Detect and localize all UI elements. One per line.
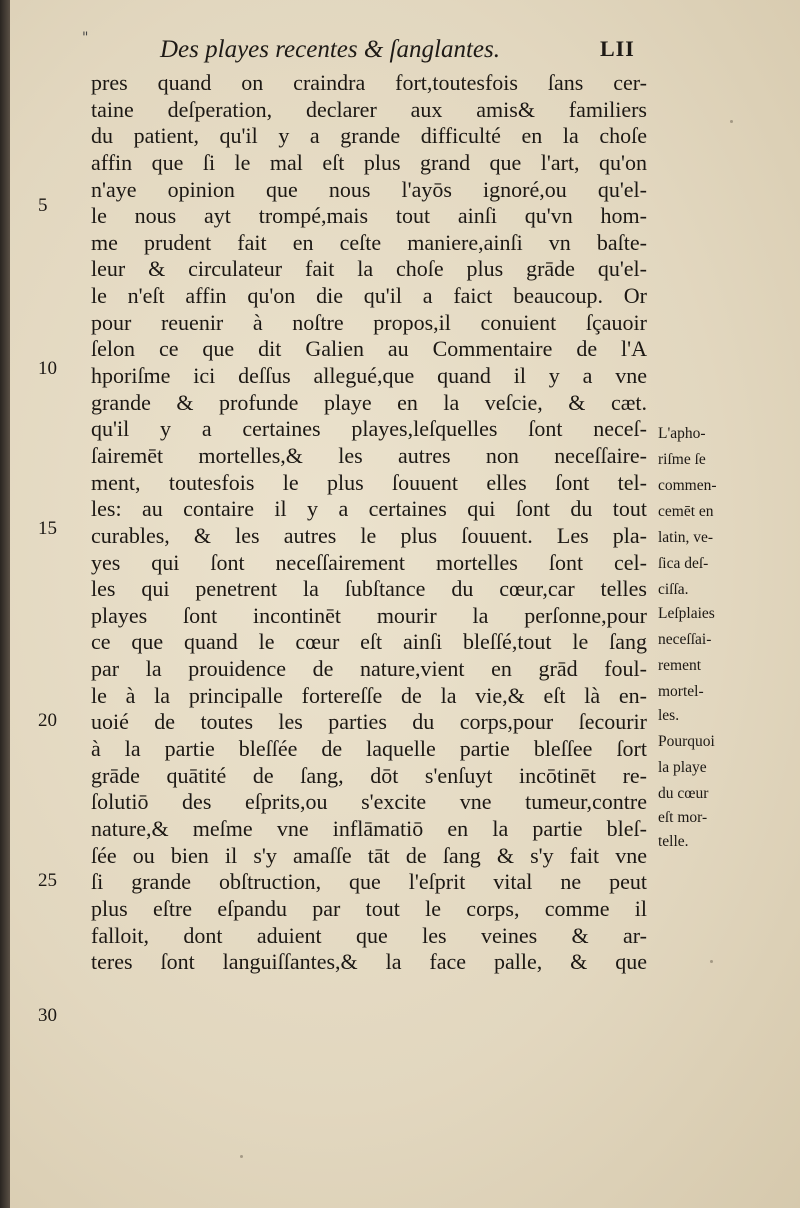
text-line: n'aye opinion que nous l'ayōs ignoré,ou qu'el- [91,176,647,202]
text-line: ſelon ce que dit Galien au Commentaire de l'A [91,336,647,362]
text-line: affin que ſi le mal eſt plus grand que l'art, qu'on [91,149,647,175]
text-line: ſairemēt mortelles,& les autres non neceſſaire- [91,442,647,468]
text-line: par la prouidence de nature,vient en grād foul- [91,656,647,682]
line-number: 30 [38,1005,57,1026]
text-line: taine deſperation, declarer aux amis& familiers [91,96,647,122]
margin-note-line: la playe [658,759,707,776]
text-line: à la partie bleſſée de laquelle partie bleſſee ſort [91,736,647,762]
main-text-block [91,70,647,976]
margin-note-line: cemēt en [658,503,714,520]
folio-number: LII [600,36,635,61]
text-line: me prudent fait en ceſte maniere,ainſi vn baſte- [91,229,647,255]
text-line: les: au contaire il y a certaines qui ſont du tout [91,496,647,522]
text-line: qu'il y a certaines playes,leſquelles ſont neceſ- [91,416,647,442]
paper-speck [730,120,733,123]
book-spine-shadow [0,0,10,1208]
margin-note-line: Leſplaies [658,605,715,622]
text-line: playes ſont incontinēt mourir la perſonne,pour [91,602,647,628]
margin-note-line: eſt mor- [658,809,708,826]
text-line: ſée ou bien il s'y amaſſe tāt de ſang & s'y fait vne [91,842,647,868]
margin-note-line: riſme ſe [658,451,706,468]
text-line: grande & profunde playe en la veſcie, & cæt. [91,389,647,415]
text-line: curables, & les autres le plus ſouuent. Les pla- [91,522,647,548]
text-line: pres quand on craindra fort,toutesfois ſans cer- [91,70,647,95]
margin-note-line: commen- [658,477,717,494]
text-line: nature,& meſme vne inflāmatiō en la partie bleſ- [91,815,647,841]
margin-note-line: les. [658,707,680,724]
margin-note-line: ſica deſ- [658,555,709,572]
running-title: Des playes recentes & ſanglantes. [160,36,500,63]
text-line: teres ſont languiſſantes,& la face palle, & que [91,949,647,975]
running-header [160,36,660,68]
margin-note-line: L'apho- [658,425,706,442]
text-line: ce que quand le cœur eſt ainſi bleſſé,tout le ſang [91,629,647,655]
text-line: grāde quātité de ſang, dōt s'enſuyt incōtinēt re- [91,762,647,788]
text-line: ſolutiō des eſprits,ou s'excite vne tumeur,contre [91,789,647,815]
text-line: pour reuenir à noſtre propos,il conuient ſçauoir [91,309,647,335]
text-line: le nous ayt trompé,mais tout ainſi qu'vn hom- [91,203,647,229]
text-line: du patient, qu'il y a grande difficulté en la choſe [91,123,647,149]
text-line: yes qui ſont neceſſairement mortelles ſont cel- [91,549,647,575]
line-number: 25 [38,870,57,891]
corner-mark: " [82,30,89,46]
margin-note-line: telle. [658,833,689,850]
line-number: 15 [38,518,57,539]
line-number: 20 [38,710,57,731]
text-line: le à la principalle fortereſſe de la vie,& eſt là en- [91,682,647,708]
paper-speck [240,1155,243,1158]
line-number: 5 [38,195,48,216]
text-line: plus eſtre eſpandu par tout le corps, comme il [91,895,647,921]
line-number: 10 [38,358,57,379]
margin-note-line: du cœur [658,785,709,802]
book-page [10,0,800,1208]
margin-note-line: latin, ve- [658,529,714,546]
text-line: le n'eſt affin qu'on die qu'il a faict beaucoup. Or [91,283,647,309]
margin-note-line: neceſſai- [658,631,712,648]
margin-note-line: rement [658,657,702,674]
margin-note-line: Pourquoi [658,733,715,750]
paper-speck [710,960,713,963]
text-line: ſi grande obſtruction, que l'eſprit vital ne peut [91,869,647,895]
margin-note-line: mortel- [658,683,704,700]
text-line: les qui penetrent la ſubſtance du cœur,car telles [91,576,647,602]
text-line: falloit, dont aduient que les veines & ar- [91,922,647,948]
text-line: ment, toutesfois le plus ſouuent elles ſont tel- [91,469,647,495]
margin-note-line: ciſſa. [658,581,689,598]
text-line: uoié de toutes les parties du corps,pour ſecourir [91,709,647,735]
text-line: hporiſme ici deſſus allegué,que quand il y a vne [91,363,647,389]
text-line: leur & circulateur fait la choſe plus grāde qu'el- [91,256,647,282]
